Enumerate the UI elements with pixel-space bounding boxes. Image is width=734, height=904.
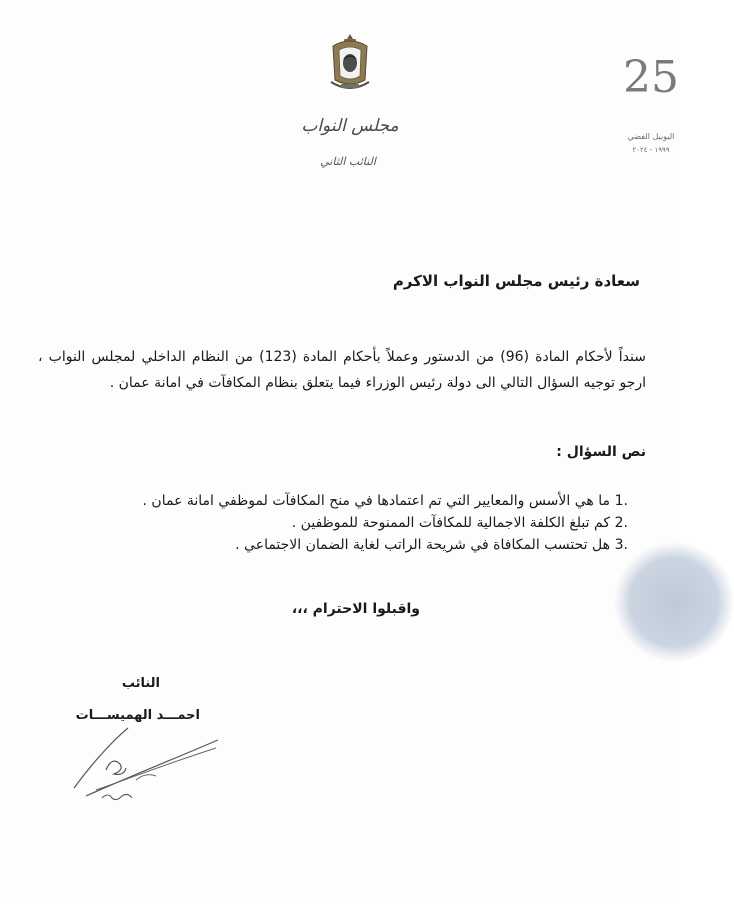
question-item <box>60 534 628 556</box>
questions-list <box>60 490 628 556</box>
question-item <box>60 512 628 534</box>
question-item <box>60 490 628 512</box>
jubilee-logo-icon <box>623 34 679 162</box>
royal-crest-icon <box>327 32 373 92</box>
letter-addressee: سعادة رئيس مجلس النواب الاكرم <box>392 272 640 290</box>
jubilee-number: 25 <box>623 52 679 103</box>
question-number: 3. <box>614 537 628 553</box>
question-number: 1. <box>614 493 628 509</box>
question-text: ما هي الأسس والمعايير التي تم اعتمادها في منح المكافآت لموظفي امانة عمان . <box>142 493 610 509</box>
council-name: مجلس النواب <box>301 116 399 136</box>
closing-line: واقبلوا الاحترام ،،، <box>291 601 420 617</box>
handwritten-signature <box>66 718 226 808</box>
question-text: هل تحتسب المكافاة في شريحة الراتب لغاية الضمان الاجتماعي . <box>235 537 610 553</box>
jubilee-years: ١٩٩٩ - ٢٠٢٤ <box>632 146 670 154</box>
deputy-rank: النائب الثاني <box>320 155 376 168</box>
question-number: 2. <box>614 515 628 531</box>
signer-title: النائب <box>121 676 160 691</box>
questions-heading: نص السؤال : <box>556 444 646 460</box>
signer-name: احمـــد الهميســـات <box>75 708 200 723</box>
decorative-circle <box>614 542 734 662</box>
jubilee-caption: اليوبيل الفضي <box>627 132 675 141</box>
question-text: كم تبلغ الكلفة الاجمالية للمكافآت الممنوحة للموظفين . <box>291 515 610 531</box>
letter-paragraph: سنداً لأحكام المادة (96) من الدستور وعملاً بأحكام المادة (123) من النظام الداخلي لمجلس النواب ، ارجو توجيه السؤال التالي الى دولة رئيس الوزراء فيما يتعلق بنظام المكافآت في امانة عمان . <box>38 349 646 391</box>
